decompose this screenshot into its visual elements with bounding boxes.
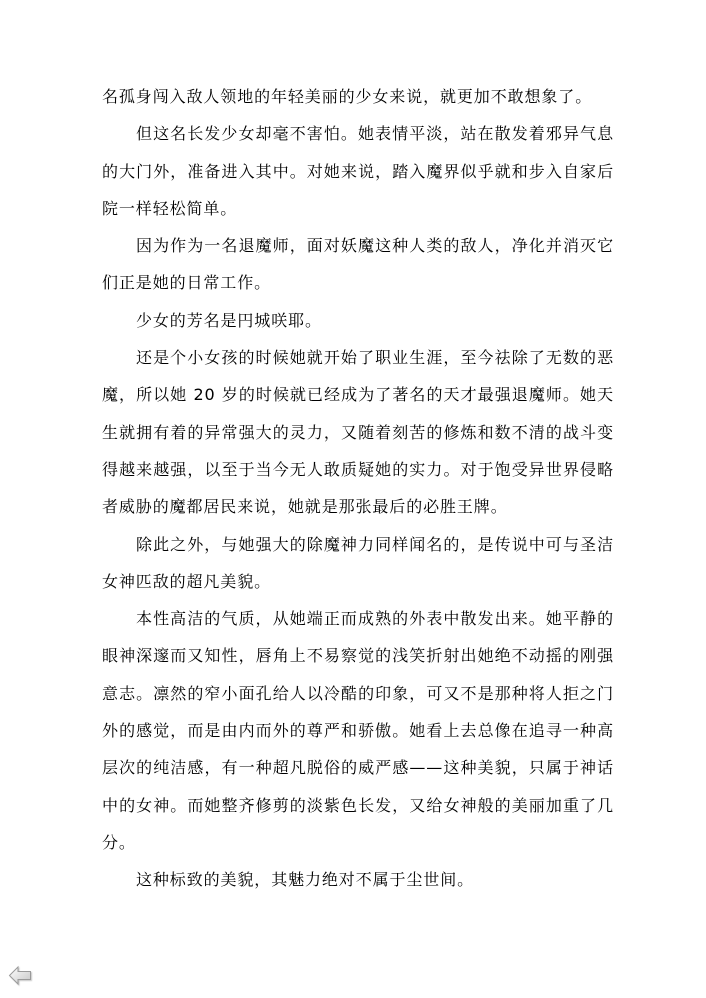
text-line: 者威胁的魔都居民来说，她就是那张最后的必胜王牌。 [102, 497, 508, 517]
text-line: 层次的纯洁感，有一种超凡脱俗的威严感——这种美貌，只属于神话 [102, 758, 614, 778]
text-line: 少女的芳名是円城咲耶。 [136, 310, 322, 330]
text-line: 中的女神。而她整齐修剪的淡紫色长发，又给女神般的美丽加重了几 [102, 795, 614, 815]
text-line: 这种标致的美貌，其魅力绝对不属于尘世间。 [136, 870, 475, 890]
text-line: 分。 [102, 832, 136, 852]
text-line: 院一样轻松简单。 [102, 198, 238, 218]
text-line: 名孤身闯入敌人领地的年轻美丽的少女来说，就更加不敢想象了。 [102, 87, 593, 106]
text-line: 但这名长发少女却毫不害怕。她表情平淡，站在散发着邪异气息 [136, 124, 614, 144]
text-line: 魔，所以她 20 岁的时候就已经成为了著名的天才最强退魔师。她天 [102, 385, 614, 405]
text-line: 因为作为一名退魔师，面对妖魔这种人类的敌人，净化并消灭它 [136, 236, 614, 256]
text-line: 意志。凛然的窄小面孔给人以冷酷的印象，可又不是那种将人拒之门 [102, 683, 614, 703]
text-line: 们正是她的日常工作。 [102, 273, 272, 293]
arrow-left-icon [8, 964, 32, 987]
text-line: 得越来越强，以至于当今无人敢质疑她的实力。对于饱受异世界侵略 [102, 459, 614, 479]
page-back-button[interactable] [8, 964, 32, 987]
text-line: 外的感觉，而是由内而外的尊严和骄傲。她看上去总像在追寻一种高 [102, 721, 614, 741]
text-line: 的大门外，准备进入其中。对她来说，踏入魔界似乎就和步入自家后 [102, 161, 614, 181]
text-line: 生就拥有着的异常强大的灵力，又随着刻苦的修炼和数不清的战斗变 [102, 422, 614, 442]
text-line: 本性高洁的气质，从她端正而成熟的外表中散发出来。她平静的 [136, 609, 614, 629]
text-line: 女神匹敌的超凡美貌。 [102, 571, 272, 591]
text-line: 眼神深邃而又知性，唇角上不易察觉的浅笑折射出她绝不动摇的刚强 [102, 646, 614, 666]
text-block [102, 78, 614, 899]
text-line: 除此之外，与她强大的除魔神力同样闻名的，是传说中可与圣洁 [136, 534, 614, 554]
text-line: 还是个小女孩的时候她就开始了职业生涯，至今祛除了无数的恶 [136, 348, 614, 368]
